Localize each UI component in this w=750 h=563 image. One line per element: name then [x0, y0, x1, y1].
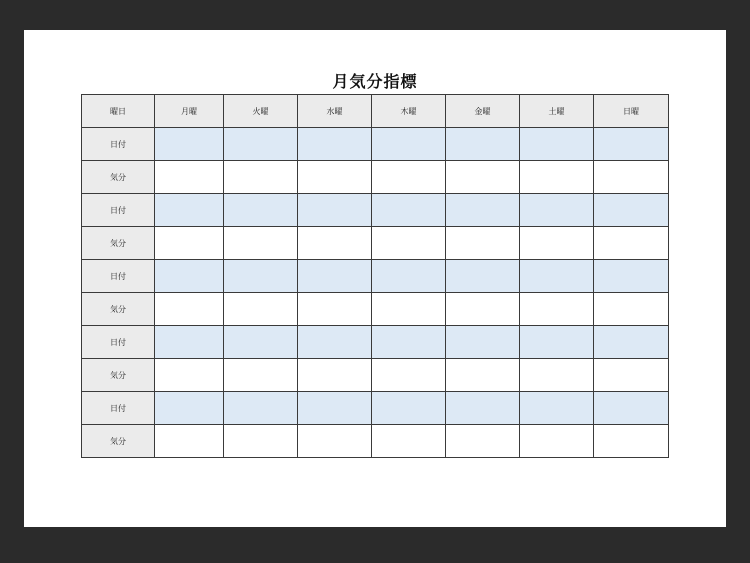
- mood-cell[interactable]: [520, 359, 594, 392]
- mood-cell[interactable]: [446, 293, 520, 326]
- date-cell[interactable]: [224, 392, 298, 425]
- mood-cell[interactable]: [224, 425, 298, 458]
- mood-tracker-table: [81, 94, 669, 458]
- date-cell[interactable]: [155, 260, 224, 293]
- day-header: 火曜: [224, 95, 298, 128]
- mood-cell[interactable]: [298, 227, 372, 260]
- row-label: 日付: [82, 128, 155, 161]
- date-cell[interactable]: [372, 392, 446, 425]
- date-cell[interactable]: [446, 260, 520, 293]
- date-row: [82, 326, 669, 359]
- date-cell[interactable]: [520, 128, 594, 161]
- mood-cell[interactable]: [372, 359, 446, 392]
- date-cell[interactable]: [446, 326, 520, 359]
- date-cell[interactable]: [372, 128, 446, 161]
- date-cell[interactable]: [446, 392, 520, 425]
- mood-cell[interactable]: [224, 293, 298, 326]
- date-cell[interactable]: [155, 392, 224, 425]
- mood-row: [82, 359, 669, 392]
- date-row: [82, 128, 669, 161]
- row-label: 日付: [82, 392, 155, 425]
- date-cell[interactable]: [155, 128, 224, 161]
- mood-row: [82, 293, 669, 326]
- date-cell[interactable]: [446, 194, 520, 227]
- date-cell[interactable]: [224, 326, 298, 359]
- date-cell[interactable]: [298, 392, 372, 425]
- mood-cell[interactable]: [298, 293, 372, 326]
- mood-cell[interactable]: [372, 227, 446, 260]
- mood-cell[interactable]: [446, 161, 520, 194]
- mood-cell[interactable]: [298, 425, 372, 458]
- day-header: 水曜: [298, 95, 372, 128]
- document-page: [24, 30, 726, 527]
- day-header: 月曜: [155, 95, 224, 128]
- mood-cell[interactable]: [372, 161, 446, 194]
- corner-header: 曜日: [82, 95, 155, 128]
- date-cell[interactable]: [155, 194, 224, 227]
- date-cell[interactable]: [446, 128, 520, 161]
- date-cell[interactable]: [520, 326, 594, 359]
- mood-cell[interactable]: [520, 425, 594, 458]
- mood-cell[interactable]: [155, 359, 224, 392]
- date-cell[interactable]: [520, 392, 594, 425]
- mood-cell[interactable]: [298, 359, 372, 392]
- date-cell[interactable]: [372, 194, 446, 227]
- date-cell[interactable]: [372, 260, 446, 293]
- mood-cell[interactable]: [224, 359, 298, 392]
- page-title: 月気分指標: [332, 72, 418, 91]
- mood-cell[interactable]: [520, 227, 594, 260]
- date-cell[interactable]: [520, 194, 594, 227]
- date-cell[interactable]: [224, 128, 298, 161]
- day-header: 日曜: [594, 95, 669, 128]
- date-cell[interactable]: [594, 260, 669, 293]
- row-label: 気分: [82, 293, 155, 326]
- mood-row: [82, 425, 669, 458]
- row-label: 日付: [82, 194, 155, 227]
- row-label: 日付: [82, 326, 155, 359]
- date-cell[interactable]: [594, 128, 669, 161]
- mood-cell[interactable]: [155, 425, 224, 458]
- mood-cell[interactable]: [372, 293, 446, 326]
- mood-cell[interactable]: [224, 227, 298, 260]
- mood-cell[interactable]: [224, 161, 298, 194]
- date-cell[interactable]: [298, 194, 372, 227]
- mood-cell[interactable]: [155, 293, 224, 326]
- mood-cell[interactable]: [594, 227, 669, 260]
- date-cell[interactable]: [594, 392, 669, 425]
- date-cell[interactable]: [224, 260, 298, 293]
- mood-cell[interactable]: [372, 425, 446, 458]
- mood-cell[interactable]: [446, 425, 520, 458]
- table-body: [82, 128, 669, 458]
- date-cell[interactable]: [224, 194, 298, 227]
- date-cell[interactable]: [520, 260, 594, 293]
- row-label: 気分: [82, 425, 155, 458]
- date-cell[interactable]: [594, 194, 669, 227]
- date-cell[interactable]: [298, 260, 372, 293]
- mood-cell[interactable]: [520, 293, 594, 326]
- date-row: [82, 392, 669, 425]
- mood-row: [82, 161, 669, 194]
- date-cell[interactable]: [298, 326, 372, 359]
- row-label: 日付: [82, 260, 155, 293]
- mood-cell[interactable]: [594, 161, 669, 194]
- mood-row: [82, 227, 669, 260]
- mood-cell[interactable]: [594, 425, 669, 458]
- mood-cell[interactable]: [594, 293, 669, 326]
- date-row: [82, 194, 669, 227]
- header-row: [82, 95, 669, 128]
- day-header: 木曜: [372, 95, 446, 128]
- row-label: 気分: [82, 161, 155, 194]
- mood-cell[interactable]: [446, 227, 520, 260]
- date-cell[interactable]: [372, 326, 446, 359]
- day-header: 土曜: [520, 95, 594, 128]
- date-cell[interactable]: [298, 128, 372, 161]
- mood-cell[interactable]: [594, 359, 669, 392]
- row-label: 気分: [82, 359, 155, 392]
- mood-cell[interactable]: [298, 161, 372, 194]
- date-cell[interactable]: [155, 326, 224, 359]
- row-label: 気分: [82, 227, 155, 260]
- mood-cell[interactable]: [446, 359, 520, 392]
- mood-cell[interactable]: [520, 161, 594, 194]
- mood-cell[interactable]: [155, 161, 224, 194]
- date-row: [82, 260, 669, 293]
- mood-cell[interactable]: [155, 227, 224, 260]
- day-header: 金曜: [446, 95, 520, 128]
- date-cell[interactable]: [594, 326, 669, 359]
